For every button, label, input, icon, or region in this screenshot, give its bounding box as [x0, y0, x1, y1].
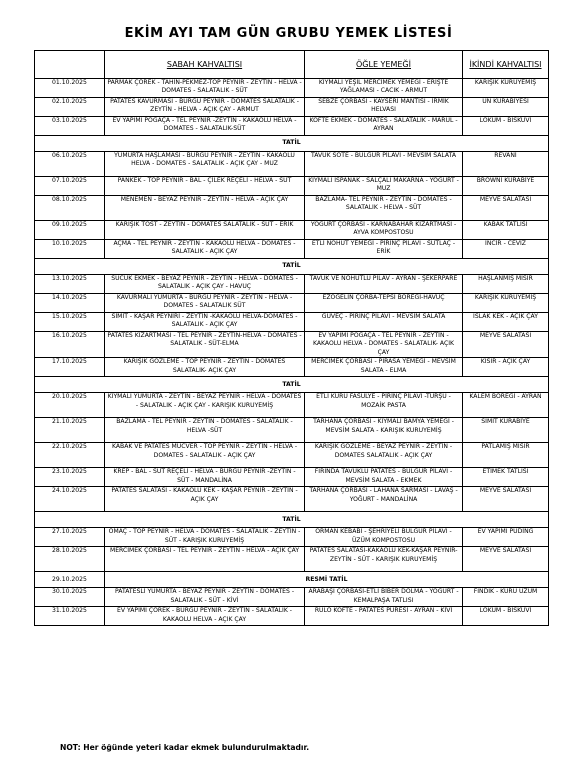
- row-date: 10.10.2025: [35, 240, 105, 259]
- menu-row: [35, 152, 549, 177]
- snack-cell: MEYVE SALATASI: [463, 547, 549, 572]
- row-date: 27.10.2025: [35, 528, 105, 547]
- menu-row: [35, 275, 549, 294]
- snack-cell: KARIŞIK KURUYEMİŞ: [463, 294, 549, 313]
- breakfast-cell: PATATESLİ YUMURTA - BEYAZ PEYNİR - ZEYTİN - DOMATES - SALATALIK - SÜT - KİVİ: [105, 588, 305, 607]
- holiday-label: RESMİ TATİL: [105, 572, 549, 588]
- header-row: [35, 51, 549, 79]
- snack-cell: KALEM BÖREĞİ - AYRAN: [463, 393, 549, 418]
- lunch-cell: TARHANA ÇORBASI - KIYMALI BAMYA YEMEĞİ - MEVSİM SALATA - KARIŞIK KURUYEMİŞ: [305, 418, 463, 443]
- menu-row: [35, 487, 549, 512]
- row-date: 02.10.2025: [35, 98, 105, 117]
- breakfast-cell: EV YAPIMI ÇÖREK - BURGU PEYNİR - ZEYTİN - SALATALIK - KAKAOLU HELVA - AÇIK ÇAY: [105, 607, 305, 626]
- snack-cell: FINDIK - KURU ÜZÜM: [463, 588, 549, 607]
- lunch-cell: KIYMALI YEŞİL MERCİMEK YEMEĞİ - ERİŞTE YAĞLAMASI - CACIK - ARMUT: [305, 79, 463, 98]
- lunch-cell: PATATES SALATASI-KAKAOLU KEK-KAŞAR PEYNİR-ZEYTİN - SÜT - KARIŞIK KURUYEMİŞ: [305, 547, 463, 572]
- holiday-row: [35, 259, 549, 275]
- header-breakfast: SABAH KAHVALTISI: [105, 51, 305, 79]
- lunch-cell: BAZLAMA- TEL PEYNİR - ZEYTİN - DOMATES - SALATALIK - HELVA - SÜT: [305, 196, 463, 221]
- lunch-cell: ORMAN KEBABI - ŞEHRİYELİ BULGUR PİLAVI - ÜZÜM KOMPOSTOSU: [305, 528, 463, 547]
- breakfast-cell: YUMURTA HAŞLAMASI - BURGU PEYNİR - ZEYTİN - KAKAOLU HELVA - DOMATES - SALATALIK - AÇIK ÇAY - MUZ: [105, 152, 305, 177]
- menu-row: [35, 177, 549, 196]
- holiday-label: TATİL: [35, 136, 549, 152]
- row-date: 24.10.2025: [35, 487, 105, 512]
- snack-cell: REVANİ: [463, 152, 549, 177]
- menu-row: [35, 313, 549, 332]
- page-title: EKİM AYI TAM GÜN GRUBU YEMEK LİSTESİ: [124, 26, 453, 41]
- lunch-cell: ARABAŞI ÇORBASI-ETLİ BİBER DOLMA - YOĞURT - KEMALPAŞA TATLISI: [305, 588, 463, 607]
- lunch-cell: KIYMALI ISPANAK - SALÇALI MAKARNA - YOĞURT - MUZ: [305, 177, 463, 196]
- holiday-label: TATİL: [35, 259, 549, 275]
- lunch-cell: MERCİMEK ÇORBASI - PIRASA YEMEĞİ - MEVSİM SALATA - ELMA: [305, 358, 463, 377]
- snack-cell: UN KURABİYESİ: [463, 98, 549, 117]
- row-date: 14.10.2025: [35, 294, 105, 313]
- lunch-cell: FIRINDA TAVUKLU PATATES - BULGUR PİLAVI - MEVSİM SALATA - EKMEK: [305, 468, 463, 487]
- holiday-row: [35, 136, 549, 152]
- snack-cell: EV YAPIMI PUDİNG: [463, 528, 549, 547]
- lunch-cell: YOĞURT ÇORBASI - KARNABAHAR KIZARTMASI - AYVA KOMPOSTOSU: [305, 221, 463, 240]
- snack-cell: LOKUM - BİSKÜVİ: [463, 117, 549, 136]
- row-date: 17.10.2025: [35, 358, 105, 377]
- menu-row: [35, 240, 549, 259]
- snack-cell: HAŞLANMIŞ MISIR: [463, 275, 549, 294]
- menu-row: [35, 393, 549, 418]
- menu-row: [35, 294, 549, 313]
- row-date: 22.10.2025: [35, 443, 105, 468]
- row-date: 28.10.2025: [35, 547, 105, 572]
- breakfast-cell: PATATES KIZARTMASI - TEL PEYNİR - ZEYTİN-HELVA - DOMATES - SALATALIK - SÜT-ELMA: [105, 332, 305, 358]
- row-date: 30.10.2025: [35, 588, 105, 607]
- snack-cell: MEYVE SALATASI: [463, 332, 549, 358]
- menu-row: [35, 196, 549, 221]
- holiday-row: [35, 377, 549, 393]
- snack-cell: LOKUM - BİSKÜVİ: [463, 607, 549, 626]
- header-date: [35, 51, 105, 79]
- row-date: 07.10.2025: [35, 177, 105, 196]
- holiday-label: TATİL: [35, 377, 549, 393]
- header-snack: İKİNDİ KAHVALTISI: [463, 51, 549, 79]
- breakfast-cell: PARMAK ÇÖREK - TAHİN-PEKMEZ-TOP PEYNİR - ZEYTİN - HELVA - DOMATES - SALATALIK - SÜT: [105, 79, 305, 98]
- menu-row: [35, 98, 549, 117]
- snack-cell: MEYVE SALATASI: [463, 196, 549, 221]
- breakfast-cell: KARIŞIK TOST - ZEYTİN - DOMATES SALATALIK - SÜT - ERİK: [105, 221, 305, 240]
- breakfast-cell: OMAÇ - TOP PEYNİR - HELVA - DOMATES - SALATALIK - ZEYTİN - SÜT - KARIŞIK KURUYEMİŞ: [105, 528, 305, 547]
- row-date: 01.10.2025: [35, 79, 105, 98]
- snack-cell: BROWNİ KURABİYE: [463, 177, 549, 196]
- header-lunch: ÖĞLE YEMEĞİ: [305, 51, 463, 79]
- breakfast-cell: SUCUK EKMEK - BEYAZ PEYNİR - ZEYTİN - HELVA - DOMATES - SALATALIK - AÇIK ÇAY - HAVUÇ: [105, 275, 305, 294]
- lunch-cell: TAVUK SOTE - BULGUR PİLAVI - MEVSİM SALATA: [305, 152, 463, 177]
- lunch-cell: ETLİ NOHUT YEMEĞİ - PİRİNÇ PİLAVI - SÜTLAÇ - ERİK: [305, 240, 463, 259]
- lunch-cell: EZOGELİN ÇORBA-TEPSİ BÖREĞİ-HAVUÇ: [305, 294, 463, 313]
- row-date: 06.10.2025: [35, 152, 105, 177]
- menu-table: [34, 50, 549, 626]
- row-date: 31.10.2025: [35, 607, 105, 626]
- snack-cell: PATLAMIŞ MISIR: [463, 443, 549, 468]
- row-date: 29.10.2025: [35, 572, 105, 588]
- snack-cell: ETİMEK TATLISI: [463, 468, 549, 487]
- breakfast-cell: BAZLAMA - TEL PEYNİR - ZEYTİN - DOMATES - SALATALIK - HELVA -SÜT: [105, 418, 305, 443]
- menu-row: [35, 547, 549, 572]
- lunch-cell: GÜVEÇ - PİRİNÇ PİLAVI - MEVSİM SALATA: [305, 313, 463, 332]
- row-date: 20.10.2025: [35, 393, 105, 418]
- breakfast-cell: KABAK VE PATATES MÜCVER - TOP PEYNİR - ZEYTİN - HELVA - DOMATES - SALATALIK - AÇIK ÇAY: [105, 443, 305, 468]
- menu-row: [35, 528, 549, 547]
- snack-cell: SİMİT KURABİYE: [463, 418, 549, 443]
- lunch-cell: ETLİ KURU FASULYE - PİRİNÇ PİLAVI -TURŞU - MOZAİK PASTA: [305, 393, 463, 418]
- lunch-cell: KARIŞIK GÖZLEME - BEYAZ PEYNİR - ZEYTİN - DOMATES SALATALIK - AÇIK ÇAY: [305, 443, 463, 468]
- snack-cell: KISIR - AÇIK ÇAY: [463, 358, 549, 377]
- lunch-cell: TAVUK VE NOHUTLU PİLAV - AYRAN - ŞEKERPARE: [305, 275, 463, 294]
- breakfast-cell: MENEMEN - BEYAZ PEYNİR - ZEYTİN - HELVA - AÇIK ÇAY: [105, 196, 305, 221]
- snack-cell: İNCİR - CEVİZ: [463, 240, 549, 259]
- row-date: 23.10.2025: [35, 468, 105, 487]
- breakfast-cell: PANKEK - TOP PEYNİR - BAL - ÇİLEK REÇELİ - HELVA - SÜT: [105, 177, 305, 196]
- official-holiday-row: [35, 572, 549, 588]
- lunch-cell: SEBZE ÇORBASI - KAYSERİ MANTISI - İRMİK HELVASI: [305, 98, 463, 117]
- breakfast-cell: PATATES SALATASI - KAKAOLU KEK - KAŞAR PEYNİR - ZEYTİN - AÇIK ÇAY: [105, 487, 305, 512]
- breakfast-cell: SİMİT - KAŞAR PEYNİRİ - ZEYTİN -KAKAOLU HELVA-DOMATES - SALATALIK - AÇIK ÇAY: [105, 313, 305, 332]
- row-date: 16.10.2025: [35, 332, 105, 358]
- menu-row: [35, 332, 549, 358]
- breakfast-cell: AÇMA - TEL PEYNİR - ZEYTİN - KAKAOLU HELVA - DOMATES - SALATALIK - AÇIK ÇAY: [105, 240, 305, 259]
- breakfast-cell: KARIŞIK GÖZLEME - TOP PEYNİR - ZEYTİN - DOMATES SALATALIK- AÇIK ÇAY: [105, 358, 305, 377]
- snack-cell: KABAK TATLISI: [463, 221, 549, 240]
- menu-row: [35, 588, 549, 607]
- row-date: 13.10.2025: [35, 275, 105, 294]
- holiday-label: TATİL: [35, 512, 549, 528]
- menu-row: [35, 443, 549, 468]
- row-date: 09.10.2025: [35, 221, 105, 240]
- menu-body: [35, 79, 549, 626]
- holiday-row: [35, 512, 549, 528]
- snack-cell: MEYVE SALATASI: [463, 487, 549, 512]
- row-date: 08.10.2025: [35, 196, 105, 221]
- breakfast-cell: KIYMALI YUMURTA - ZEYTİN - BEYAZ PEYNİR - HELVA - DOMATES - SALATALIK - AÇIK ÇAY - KARIŞIK KURUYEMİŞ: [105, 393, 305, 418]
- menu-row: [35, 418, 549, 443]
- lunch-cell: RULO KÖFTE - PATATES PÜRESİ - AYRAN - KİVİ: [305, 607, 463, 626]
- lunch-cell: KÖFTE EKMEK - DOMATES - SALATALIK - MARUL - AYRAN: [305, 117, 463, 136]
- row-date: 21.10.2025: [35, 418, 105, 443]
- lunch-cell: TARHANA ÇORBASI - LAHANA SARMASI - LAVAŞ - YOĞURT - MANDALİNA: [305, 487, 463, 512]
- menu-row: [35, 468, 549, 487]
- breakfast-cell: EV YAPIMI POĞAÇA - TEL PEYNİR -ZEYTİN - KAKAOLU HELVA - DOMATES - SALATALIK-SÜT: [105, 117, 305, 136]
- breakfast-cell: MERCİMEK ÇORBASI - TEL PEYNİR - ZEYTİN - HELVA - AÇIK ÇAY: [105, 547, 305, 572]
- breakfast-cell: KREP - BAL - SÜT REÇELİ - HELVA - BURGU PEYNİR -ZEYTİN - SÜT - MANDALİNA: [105, 468, 305, 487]
- menu-row: [35, 79, 549, 98]
- menu-row: [35, 607, 549, 626]
- snack-cell: KARIŞIK KURUYEMİŞ: [463, 79, 549, 98]
- menu-row: [35, 117, 549, 136]
- lunch-cell: EV YAPIMI POĞAÇA - TEL PEYNİR - ZEYTİN - KAKAOLU HELVA - DOMATES - SALATALIK- AÇIK ÇAY: [305, 332, 463, 358]
- footer-note: NOT: Her öğünde yeteri kadar ekmek bulundurulmaktadır.: [60, 743, 310, 752]
- menu-row: [35, 358, 549, 377]
- breakfast-cell: KAVURMALI YUMURTA - BURGU PEYNİR - ZEYTİN - HELVA - DOMATES - SALATALIK SÜT: [105, 294, 305, 313]
- menu-row: [35, 221, 549, 240]
- row-date: 15.10.2025: [35, 313, 105, 332]
- snack-cell: ISLAK KEK - AÇIK ÇAY: [463, 313, 549, 332]
- breakfast-cell: PATATES KAVURMASI - BURGU PEYNİR - DOMATES SALATALIK - ZEYTİN - HELVA - AÇIK ÇAY - ARMUT: [105, 98, 305, 117]
- row-date: 03.10.2025: [35, 117, 105, 136]
